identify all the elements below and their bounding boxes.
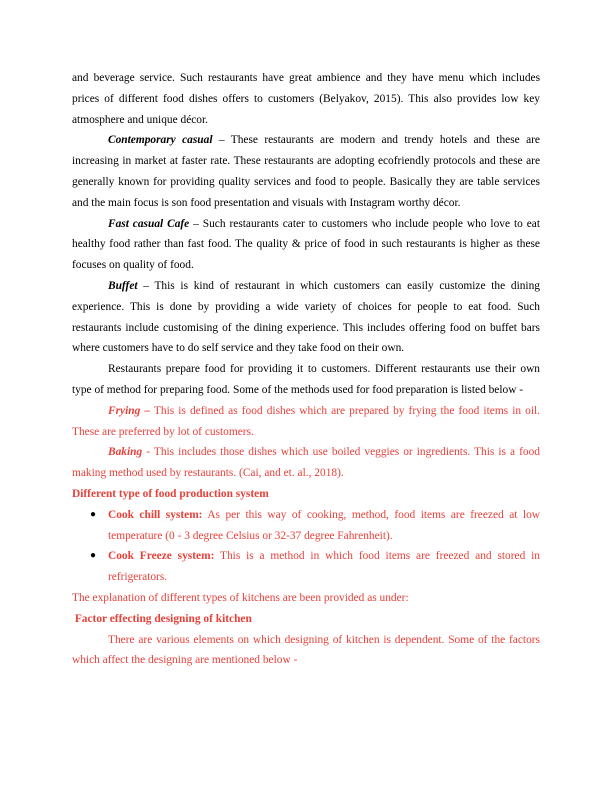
paragraph-fast-casual bbox=[72, 214, 540, 276]
document-page bbox=[72, 68, 540, 671]
production-system-list bbox=[72, 505, 540, 588]
paragraph-frying bbox=[72, 401, 540, 443]
text-frying: This is defined as food dishes which are prepared by frying the food items in oil. These are preferred by lot of customers. bbox=[72, 404, 541, 438]
term-contemporary-casual: Contemporary casual bbox=[108, 134, 213, 147]
text-fast-casual: – Such restaurants cater to customers who include people who love to eat healthy food rather than fast food. The quality & price of food in such restaurants is higher as these focuses on quality of food. bbox=[72, 217, 541, 272]
paragraph-kitchen-explanation: The explanation of different types of kitchens are been provided as under: bbox=[72, 591, 409, 604]
text-buffet: – This is kind of restaurant in which customers can easily customize the dining experience. This is done by providing a wide variety of choices for people to eat food. Such restaurants include customising of the dining experience. This includes offering food on buffet bars where customers have to do self service and they take food on their own. bbox=[72, 279, 540, 355]
heading-kitchen-design-factors: Factor effecting designing of kitchen bbox=[72, 612, 252, 625]
text-cook-chill: As per this way of cooking, method, food items are freezed at low temperature (0 - 3 degree Celsius or 32-37 degree Fahrenheit). bbox=[108, 508, 540, 542]
heading-food-production-system: Different type of food production system bbox=[72, 487, 269, 500]
term-cook-freeze: Cook Freeze system: bbox=[108, 550, 215, 563]
paragraph-contemporary-casual bbox=[72, 130, 540, 213]
paragraph-kitchen-design: There are various elements on which designing of kitchen is dependent. Some of the factors which affect the designing are mentioned below - bbox=[72, 633, 540, 667]
list-item bbox=[72, 546, 540, 588]
paragraph-baking bbox=[72, 442, 540, 484]
term-baking: Baking bbox=[108, 446, 143, 459]
text-baking: - This includes those dishes which use boiled veggies or ingredients. This is a food making method used by restaurants. (Cai, and et. al., 2018). bbox=[72, 446, 540, 480]
bullet-icon: ● bbox=[90, 508, 97, 520]
bullet-icon: ● bbox=[90, 550, 97, 562]
list-item bbox=[72, 505, 540, 547]
paragraph-intro: and beverage service. Such restaurants have great ambience and they have menu which includes prices of different food dishes offers to customers (Belyakov, 2015). This also provides low key atmosphere and unique décor. bbox=[72, 72, 540, 126]
term-cook-chill: Cook chill system: bbox=[108, 508, 203, 521]
paragraph-food-preparation: Restaurants prepare food for providing it to customers. Different restaurants use their own type of method for preparing food. Some of the methods used for food preparation is listed below - bbox=[72, 363, 540, 396]
term-frying: Frying – bbox=[108, 404, 151, 417]
paragraph-buffet bbox=[72, 276, 540, 359]
term-buffet: Buffet bbox=[108, 279, 138, 292]
term-fast-casual: Fast casual Cafe bbox=[108, 217, 190, 230]
text-cook-freeze: This is a method in which food items are freezed and stored in refrigerators. bbox=[108, 550, 540, 584]
text-contemporary-casual: – These restaurants are modern and trendy hotels and these are increasing in market at faster rate. These restaurants are adopting ecofriendly protocols and these are generally known for providing quality services and food to people. Basically they are table services and the main focus is son food presentation and visuals with Instagram worthy décor. bbox=[72, 134, 540, 209]
